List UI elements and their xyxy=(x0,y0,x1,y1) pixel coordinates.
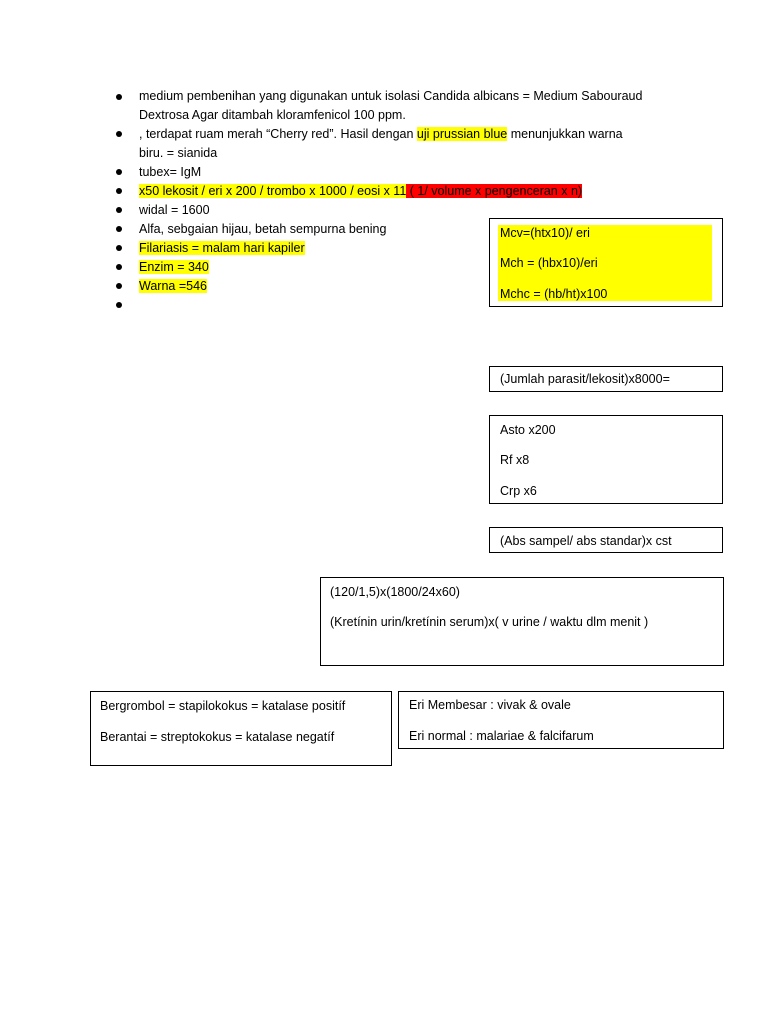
eri-box xyxy=(398,691,724,749)
bullet-text xyxy=(139,182,582,201)
bullet-text: widal = 1600 xyxy=(139,203,210,217)
mcv-formula-box xyxy=(489,218,723,307)
formula-kreatinin: (Kretínin urin/kretínin serum)x( v urine / waktu dlm menit ) xyxy=(330,615,649,629)
parasit-formula-box xyxy=(489,366,723,392)
kreatinin-formula-box xyxy=(320,577,724,666)
bullet-text-part: menunjukkan warna xyxy=(507,127,623,141)
abs-formula-box xyxy=(489,527,723,553)
formula-mchc: Mchc = (hb/ht)x100 xyxy=(500,287,608,301)
streptokokus-text: Berantai = streptokokus = katalase negatíf xyxy=(100,730,335,744)
eri-normal-text: Eri normal : malariae & falcifarum xyxy=(409,729,594,743)
bullet-dot xyxy=(116,207,122,213)
serology-box xyxy=(489,415,723,504)
bakteri-box xyxy=(90,691,392,766)
bullet-dot xyxy=(116,131,122,137)
eri-membesar-text: Eri Membesar : vivak & ovale xyxy=(409,698,571,712)
bullet-dot xyxy=(116,264,122,270)
highlighted-text: Enzim = 340 xyxy=(139,260,209,274)
formula-clearance: (120/1,5)x(1800/24x60) xyxy=(330,585,460,599)
bullet-dot xyxy=(116,188,122,194)
rf-text: Rf x8 xyxy=(500,453,530,467)
bullet-text xyxy=(139,258,209,277)
bullet-dot xyxy=(116,169,122,175)
stapilokokus-text: Bergrombol = stapilokokus = katalase positíf xyxy=(100,699,346,713)
highlighted-text: Warna =546 xyxy=(139,279,207,293)
formula-parasit: (Jumlah parasit/lekosit)x8000= xyxy=(500,372,670,386)
highlighted-text-red: ( 1/ volume x pengenceran x n) xyxy=(406,184,583,198)
asto-text: Asto x200 xyxy=(500,423,556,437)
bullet-text-continuation: biru. = sianida xyxy=(139,146,218,160)
bullet-text: Alfa, sebgaian hijau, betah sempurna bening xyxy=(139,222,387,236)
formula-mch: Mch = (hbx10)/eri xyxy=(500,256,598,270)
bullet-text: tubex= IgM xyxy=(139,165,202,179)
bullet-dot xyxy=(116,245,122,251)
bullet-text xyxy=(139,239,305,258)
bullet-text-continuation: Dextrosa Agar ditambah kloramfenicol 100 ppm. xyxy=(139,108,406,122)
highlighted-text: uji prussian blue xyxy=(416,127,508,141)
bullet-text: medium pembenihan yang digunakan untuk isolasi Candida albicans = Medium Sabouraud xyxy=(139,89,643,103)
bullet-text-part: , terdapat ruam merah “Cherry red”. Hasil dengan xyxy=(139,127,417,141)
bullet-dot xyxy=(116,283,122,289)
formula-mcv: Mcv=(htx10)/ eri xyxy=(500,226,590,240)
bullet-text xyxy=(139,277,207,296)
formula-abs: (Abs sampel/ abs standar)x cst xyxy=(500,534,672,548)
highlighted-text: x50 lekosit / eri x 200 / trombo x 1000 / eosi x 11 xyxy=(139,184,407,198)
highlighted-text: Filariasis = malam hari kapiler xyxy=(139,241,305,255)
bullet-dot-empty xyxy=(116,302,122,308)
crp-text: Crp x6 xyxy=(500,484,537,498)
bullet-dot xyxy=(116,94,122,100)
bullet-text xyxy=(139,125,623,144)
bullet-dot xyxy=(116,226,122,232)
